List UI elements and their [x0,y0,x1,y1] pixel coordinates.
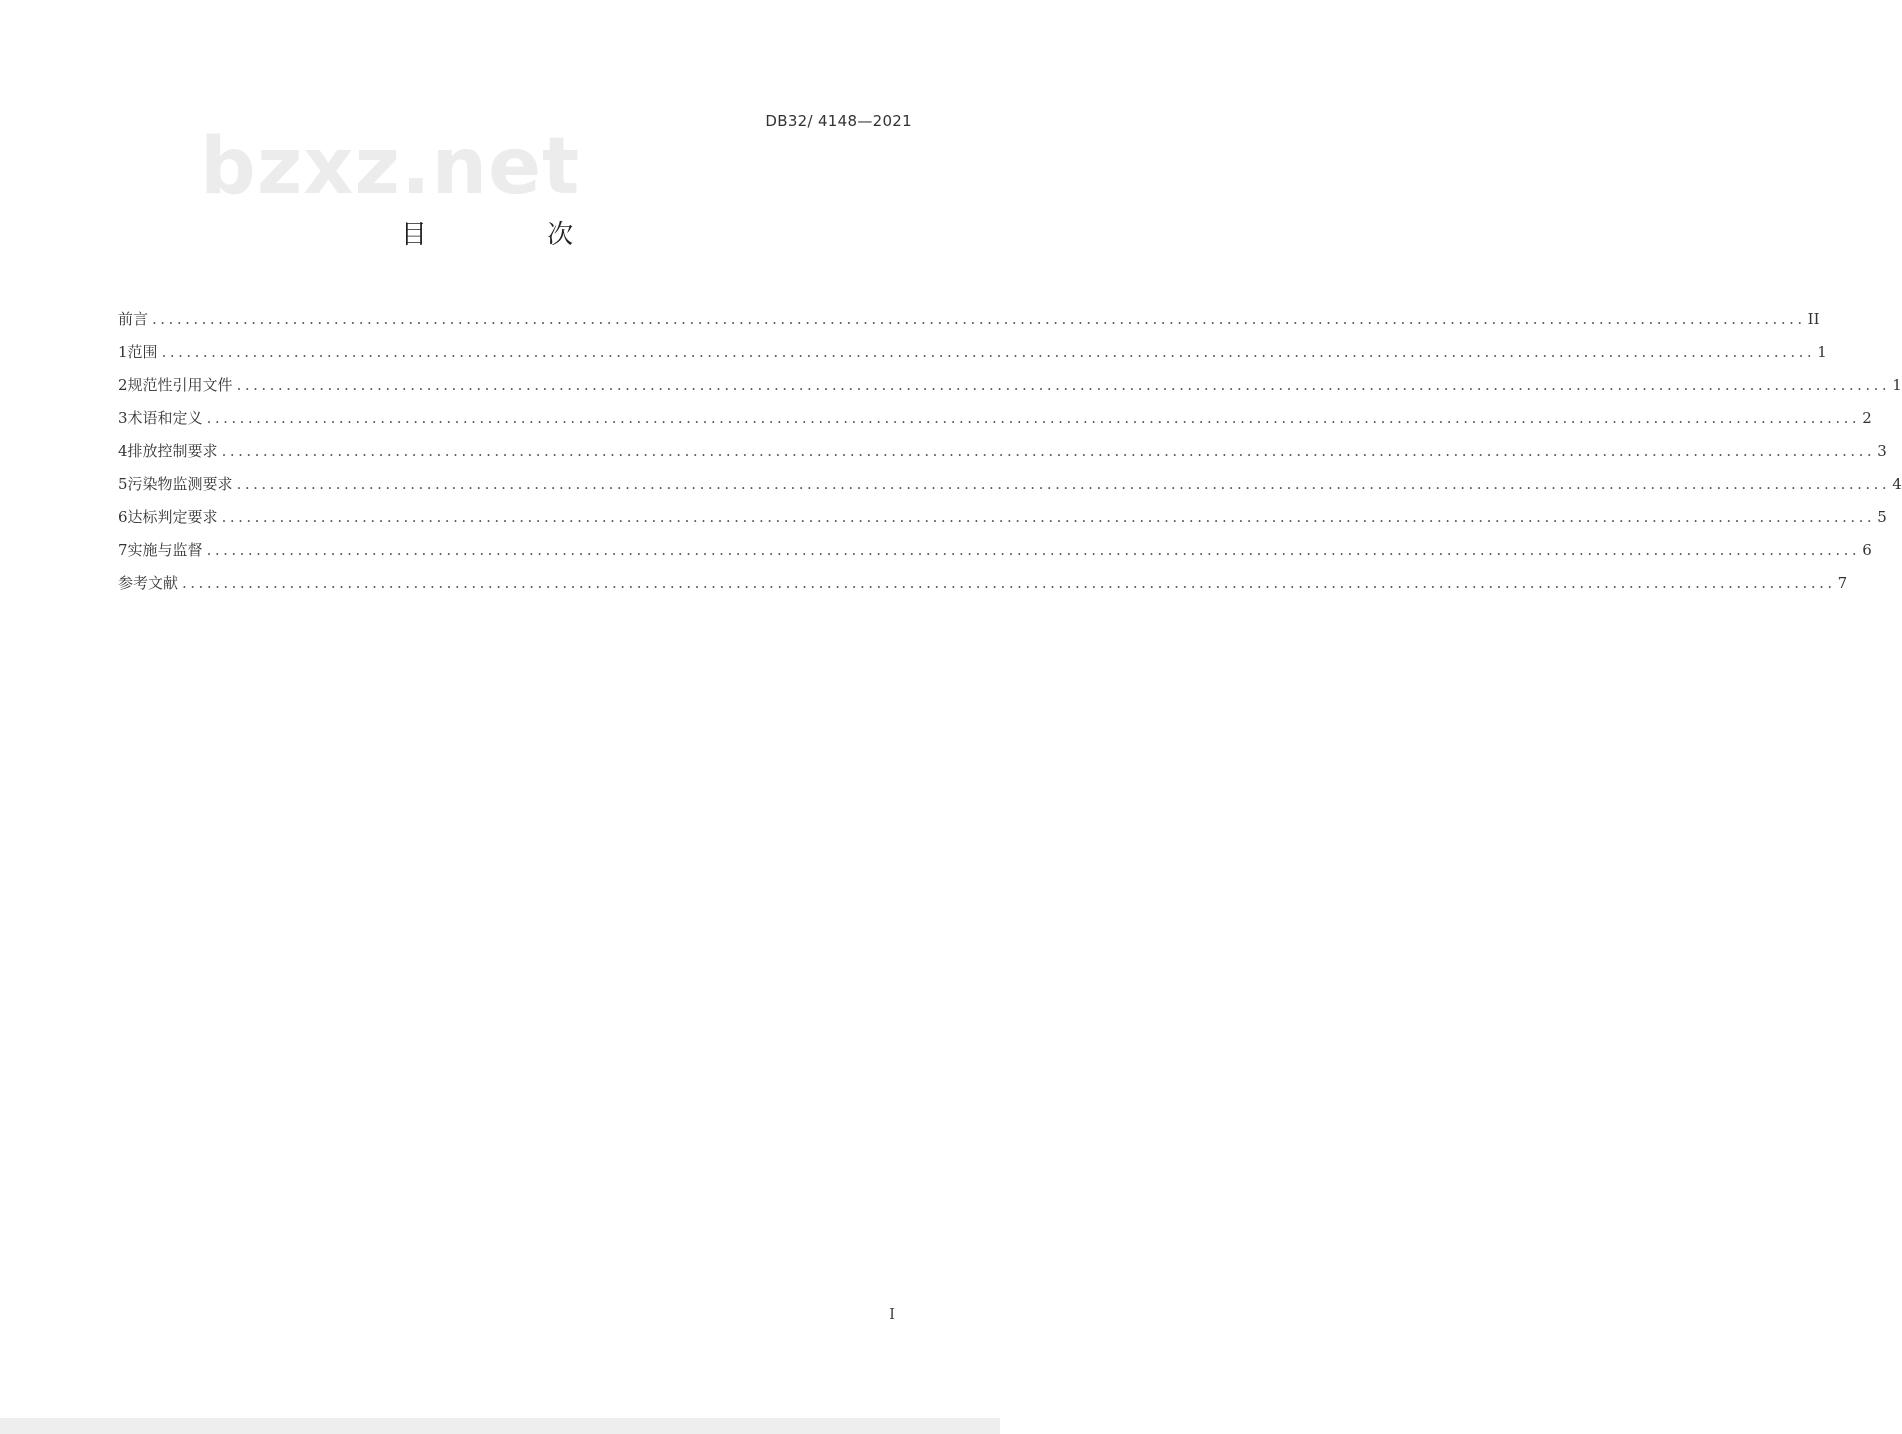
toc-entry-compliance-determination[interactable] [118,506,1887,539]
toc-entry-number: 3 [118,409,128,427]
toc-entry-page: 1 [1892,376,1902,394]
toc-entry-label: 范围 [127,343,158,361]
toc-entry-page: 7 [1837,574,1848,592]
toc-leader-dots: ........................................................................................................................................................................................................ [221,508,1876,526]
table-of-contents [118,308,1902,605]
toc-entry-page: 4 [1892,475,1902,493]
toc-leader-dots: ........................................................................................................................................................................................................ [221,442,1876,460]
toc-entry-scope[interactable] [118,341,1827,374]
toc-entry-page: 3 [1877,442,1887,460]
toc-leader-dots: ........................................................................................................................................................................................................ [236,475,1891,493]
toc-entry-pollutant-monitoring[interactable] [118,473,1902,506]
toc-entry-number: 1 [118,343,128,361]
toc-leader-dots: ........................................................................................................................................................................................................ [206,409,1861,427]
page-number: I [889,1305,895,1323]
toc-entry-label: 实施与监督 [127,541,203,559]
toc-entry-number: 4 [118,442,128,460]
toc-entry-number: 2 [118,376,128,394]
toc-entry-page: 5 [1877,508,1887,526]
toc-entry-implementation-supervision[interactable] [118,539,1872,572]
toc-entry-normative-references[interactable] [118,374,1902,407]
toc-leader-dots: ........................................................................................................................................................................................................ [236,376,1891,394]
toc-entry-number: 5 [118,475,128,493]
toc-entry-foreword[interactable] [118,308,1820,341]
toc-entry-label: 规范性引用文件 [127,376,233,394]
toc-leader-dots: ........................................................................................................................................................................................................ [161,343,1816,361]
toc-title: 目 次 [400,220,630,250]
toc-entry-page: II [1807,310,1820,328]
toc-entry-label: 排放控制要求 [127,442,218,460]
toc-entry-terms-definitions[interactable] [118,407,1872,440]
toc-leader-dots: ........................................................................................................................................................................................................ [206,541,1861,559]
toc-entry-label: 参考文献 [118,574,179,592]
toc-leader-dots: ........................................................................................................................................................................................................ [182,574,1836,592]
toc-entry-emission-control[interactable] [118,440,1887,473]
toc-entry-bibliography[interactable] [118,572,1848,605]
toc-leader-dots: ........................................................................................................................................................................................................ [152,310,1806,328]
toc-entry-number: 7 [118,541,128,559]
toc-entry-number: 6 [118,508,128,526]
toc-entry-page: 2 [1862,409,1872,427]
viewer-bottom-bar [0,1418,1000,1434]
toc-entry-label: 前言 [118,310,149,328]
watermark: bzxz.net [200,122,581,212]
document-code: DB32/ 4148—2021 [765,112,912,130]
toc-entry-label: 达标判定要求 [127,508,218,526]
toc-entry-page: 6 [1862,541,1872,559]
toc-entry-label: 术语和定义 [127,409,203,427]
toc-entry-page: 1 [1817,343,1827,361]
toc-entry-label: 污染物监测要求 [127,475,233,493]
